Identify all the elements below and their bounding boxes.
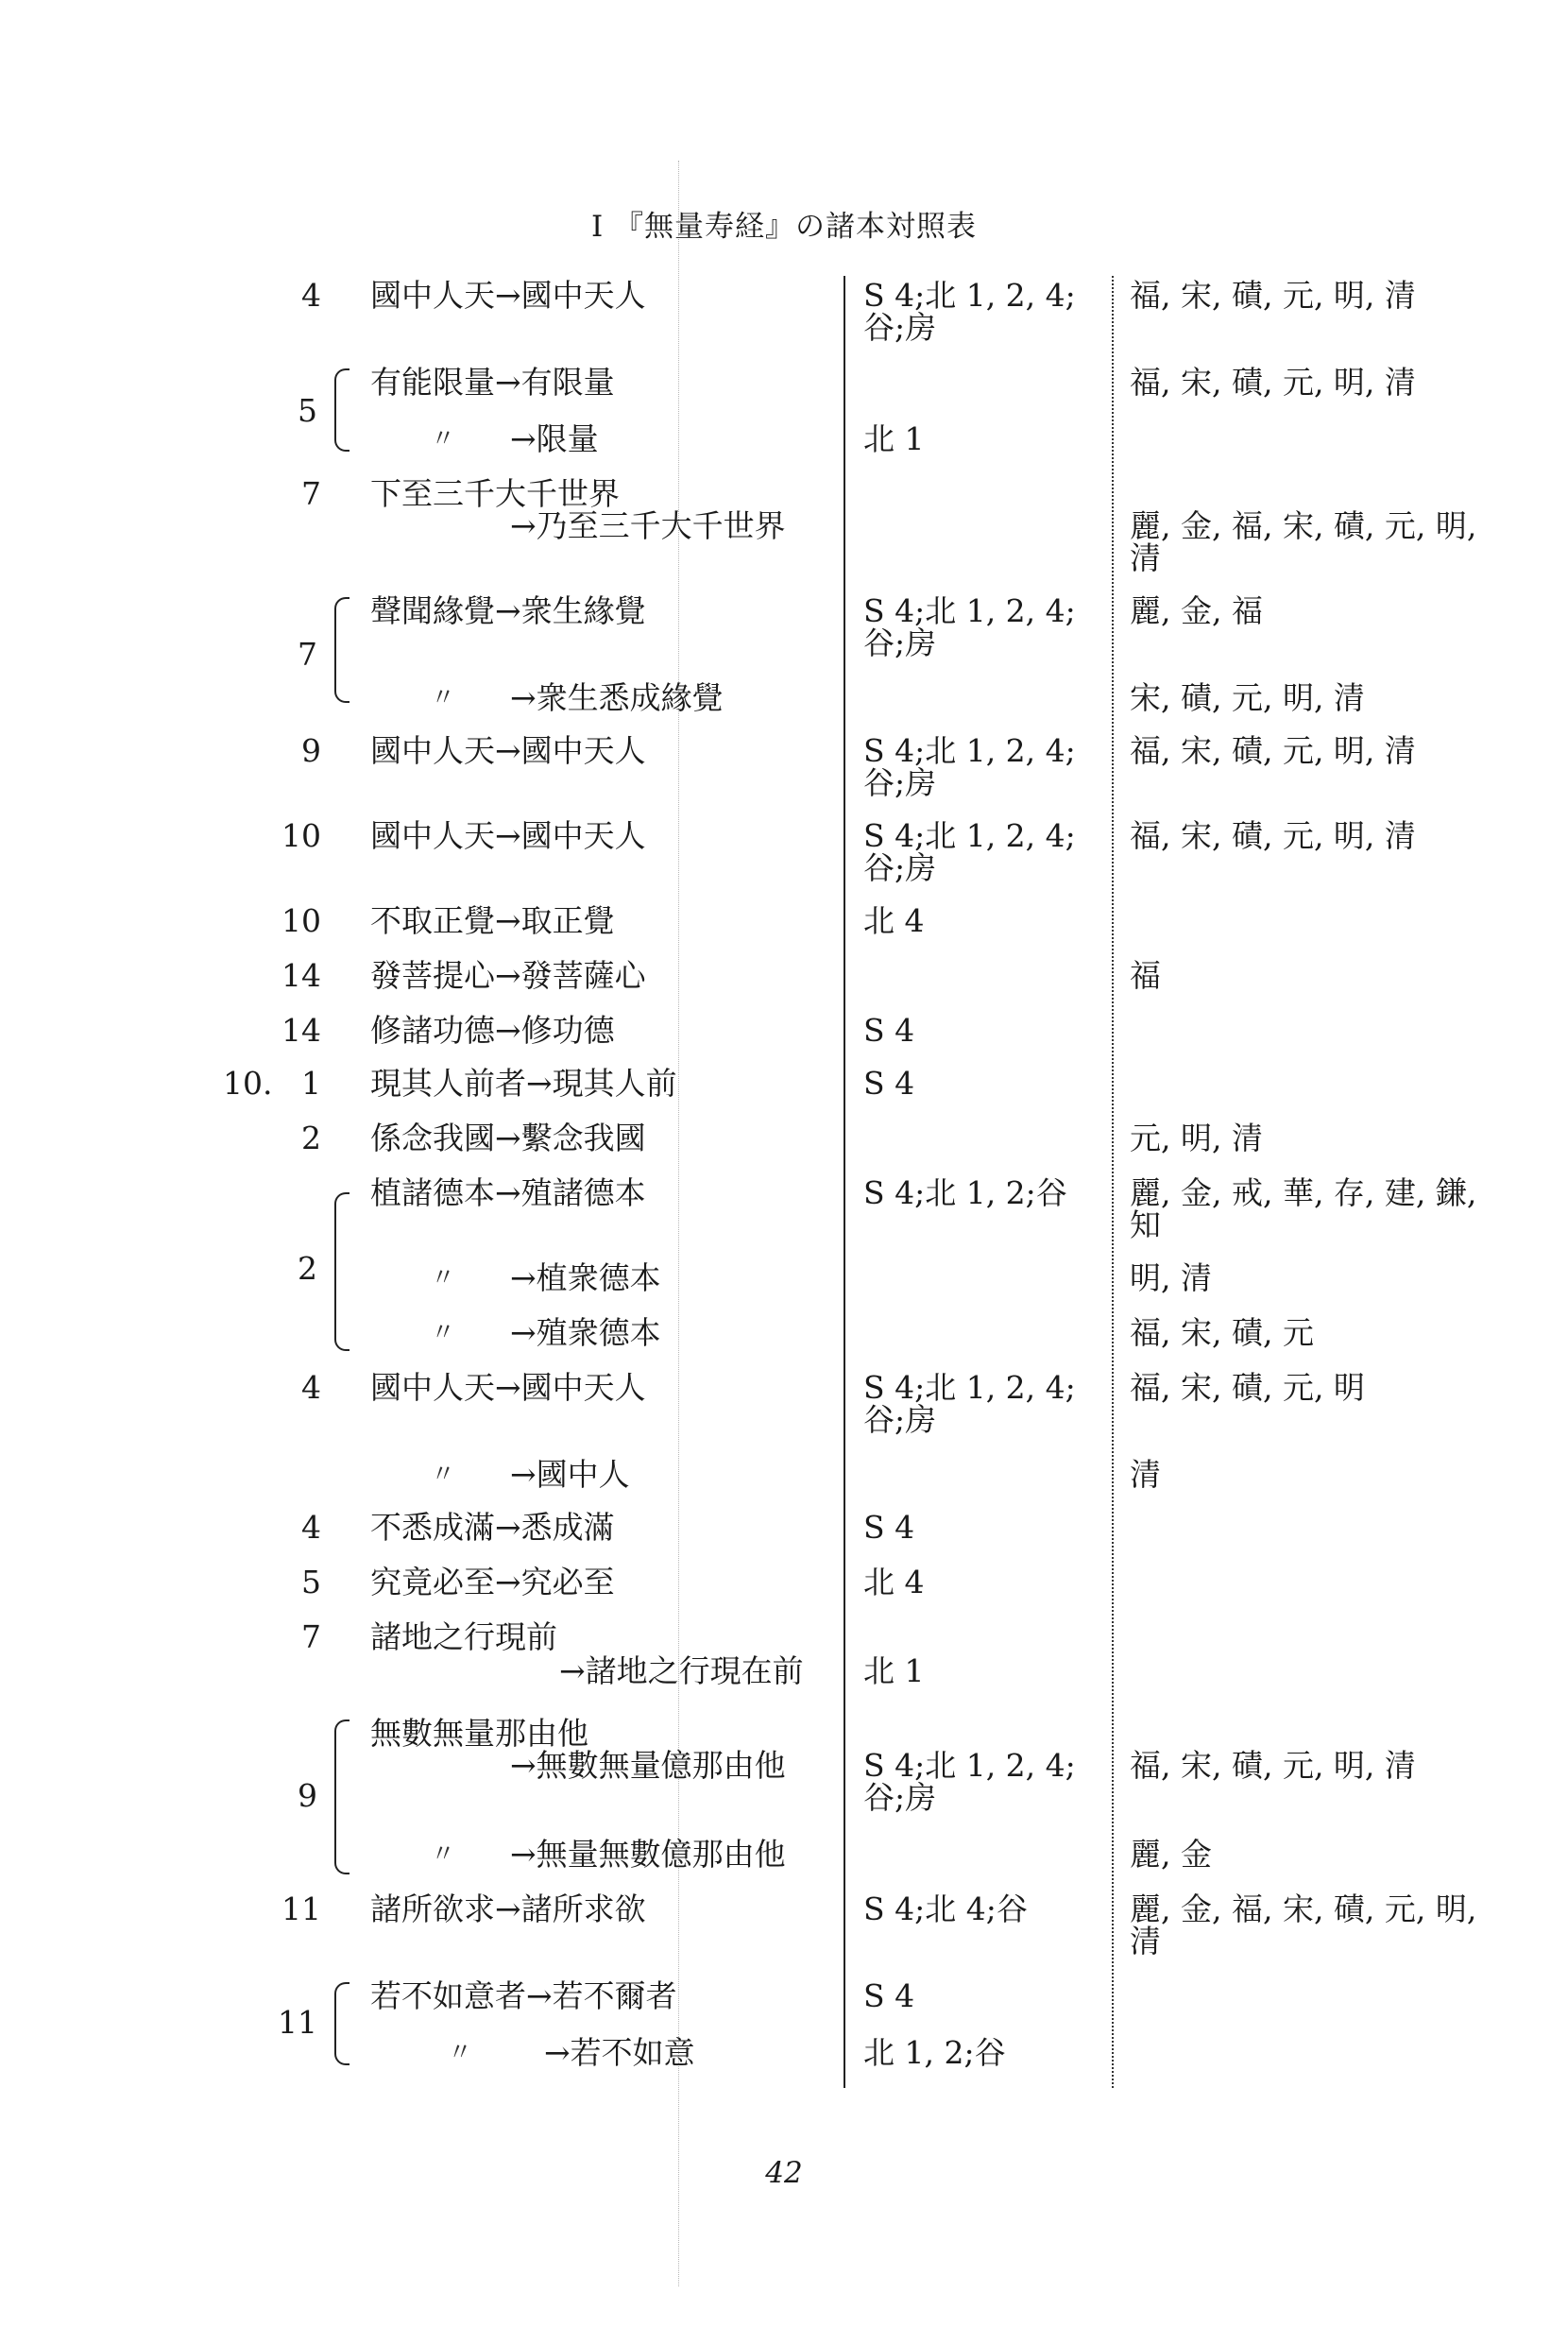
- line-number: 7: [301, 475, 321, 512]
- variant-reading: 國中人天→國中天人: [370, 817, 646, 854]
- ditto-mark: 〃: [431, 1264, 456, 1292]
- variant-reading: →若不如意: [544, 2034, 695, 2071]
- edition-sources: 麗, 金, 戒, 華, 存, 建, 鎌, 知: [1130, 1174, 1477, 1243]
- edition-sources: 明, 清: [1130, 1259, 1212, 1296]
- manuscript-sources: 北 4: [863, 902, 925, 939]
- variant-reading: 不取正覺→取正覺: [370, 902, 615, 939]
- edition-sources: 清: [1130, 1456, 1161, 1493]
- edition-sources: 麗, 金, 福, 宋, 磧, 元, 明, 清: [1130, 507, 1477, 576]
- variant-reading: 無數無量那由他: [370, 1715, 588, 1752]
- line-number: 10: [281, 817, 321, 854]
- manuscript-sources: S 4: [863, 1012, 915, 1049]
- variant-reading: →無量無數億那由他: [510, 1836, 786, 1873]
- line-number: 2: [301, 1120, 321, 1156]
- variant-reading: 聲聞緣覺→衆生緣覺: [370, 592, 646, 629]
- edition-sources: 福, 宋, 磧, 元, 明, 清: [1130, 1747, 1416, 1784]
- line-number: 11: [281, 1891, 321, 1927]
- manuscript-sources: S 4;北 4;谷: [863, 1891, 1028, 1927]
- edition-sources: 福, 宋, 磧, 元, 明, 清: [1130, 277, 1416, 314]
- variant-reading: 國中人天→國中天人: [370, 277, 646, 314]
- group-brace: [334, 368, 349, 452]
- line-number: 14: [281, 957, 321, 994]
- group-brace: [334, 597, 349, 703]
- manuscript-sources: S 4;北 1, 2, 4;谷;房: [863, 277, 1076, 346]
- variant-reading: 諸地之行現前: [370, 1618, 557, 1655]
- edition-sources: 福, 宋, 磧, 元, 明, 清: [1130, 364, 1416, 401]
- variant-reading: →植衆德本: [510, 1259, 661, 1296]
- variant-reading: 下至三千大千世界: [370, 475, 620, 512]
- line-number: 7: [301, 1618, 321, 1655]
- variant-reading: 國中人天→國中天人: [370, 1369, 646, 1406]
- edition-sources: 福, 宋, 磧, 元: [1130, 1314, 1314, 1351]
- manuscript-sources: S 4;北 1, 2, 4;谷;房: [863, 1747, 1076, 1816]
- variant-reading: 有能限量→有限量: [370, 364, 615, 401]
- manuscript-sources: 北 1: [863, 420, 925, 457]
- line-number: 4: [301, 1369, 321, 1406]
- column-divider-solid: [844, 276, 845, 2088]
- line-number: 5: [301, 1564, 321, 1600]
- line-number: 1: [301, 1065, 321, 1102]
- manuscript-sources: 北 4: [863, 1564, 925, 1600]
- group-brace: [334, 1720, 349, 1874]
- manuscript-sources: S 4;北 1, 2, 4;谷;房: [863, 1369, 1076, 1438]
- variant-reading: 國中人天→國中天人: [370, 732, 646, 769]
- manuscript-sources: 北 1: [863, 1652, 925, 1689]
- edition-sources: 福: [1130, 957, 1161, 994]
- variant-reading: 現其人前者→現其人前: [370, 1065, 677, 1102]
- ditto-mark: 〃: [431, 425, 456, 453]
- manuscript-sources: S 4;北 1, 2, 4;谷;房: [863, 592, 1076, 661]
- manuscript-sources: S 4;北 1, 2, 4;谷;房: [863, 732, 1076, 801]
- group-brace: [334, 1982, 349, 2065]
- group-brace: [334, 1192, 349, 1351]
- variant-reading: 修諸功德→修功德: [370, 1012, 615, 1049]
- manuscript-sources: S 4;北 1, 2, 4;谷;房: [863, 817, 1076, 886]
- variant-reading: →殖衆德本: [510, 1314, 661, 1351]
- page-number: 42: [765, 2156, 803, 2190]
- ditto-mark: 〃: [431, 684, 456, 712]
- line-number: 2: [298, 1250, 317, 1287]
- variant-reading: 植諸德本→殖諸德本: [370, 1174, 646, 1211]
- ditto-mark: 〃: [431, 1461, 456, 1489]
- variant-reading: →限量: [510, 420, 599, 457]
- line-number: 9: [301, 732, 321, 769]
- column-divider-dotted: [1112, 276, 1114, 2088]
- edition-sources: 麗, 金, 福: [1130, 592, 1263, 629]
- ditto-mark: 〃: [431, 1840, 456, 1869]
- manuscript-sources: S 4: [863, 1977, 915, 2014]
- manuscript-sources: 北 1, 2;谷: [863, 2034, 1006, 2071]
- line-number: 10: [281, 902, 321, 939]
- variant-reading: 係念我國→繫念我國: [370, 1120, 646, 1156]
- edition-sources: 宋, 磧, 元, 明, 清: [1130, 679, 1365, 716]
- variant-reading: 不悉成滿→悉成滿: [370, 1509, 615, 1546]
- variant-reading-continued: →無數無量億那由他: [510, 1747, 786, 1784]
- ditto-mark: 〃: [448, 2039, 473, 2067]
- line-number: 4: [301, 277, 321, 314]
- variant-reading-continued: →乃至三千大千世界: [510, 507, 786, 544]
- edition-sources: 麗, 金: [1130, 1836, 1212, 1873]
- page-header: I 『無量寿経』の諸本対照表: [590, 210, 978, 244]
- line-number: 5: [298, 392, 317, 429]
- variant-reading: 諸所欲求→諸所求欲: [370, 1891, 646, 1927]
- manuscript-sources: S 4;北 1, 2;谷: [863, 1174, 1067, 1211]
- line-number: 14: [281, 1012, 321, 1049]
- variant-reading-continued: →諸地之行現在前: [559, 1652, 804, 1689]
- variant-reading: 究竟必至→究必至: [370, 1564, 615, 1600]
- variant-reading: 發菩提心→發菩薩心: [370, 957, 646, 994]
- edition-sources: 福, 宋, 磧, 元, 明, 清: [1130, 732, 1416, 769]
- section-number: 10.: [223, 1065, 273, 1102]
- line-number: 4: [301, 1509, 321, 1546]
- line-number: 11: [278, 2004, 317, 2041]
- line-number: 9: [298, 1777, 317, 1814]
- variant-reading: →國中人: [510, 1456, 630, 1493]
- manuscript-sources: S 4: [863, 1065, 915, 1102]
- variant-reading: →衆生悉成緣覺: [510, 679, 724, 716]
- edition-sources: 福, 宋, 磧, 元, 明: [1130, 1369, 1365, 1406]
- line-number: 7: [298, 636, 317, 673]
- variant-reading: 若不如意者→若不爾者: [370, 1977, 677, 2014]
- manuscript-sources: S 4: [863, 1509, 915, 1546]
- edition-sources: 福, 宋, 磧, 元, 明, 清: [1130, 817, 1416, 854]
- ditto-mark: 〃: [431, 1319, 456, 1347]
- edition-sources: 麗, 金, 福, 宋, 磧, 元, 明, 清: [1130, 1891, 1477, 1959]
- edition-sources: 元, 明, 清: [1130, 1120, 1263, 1156]
